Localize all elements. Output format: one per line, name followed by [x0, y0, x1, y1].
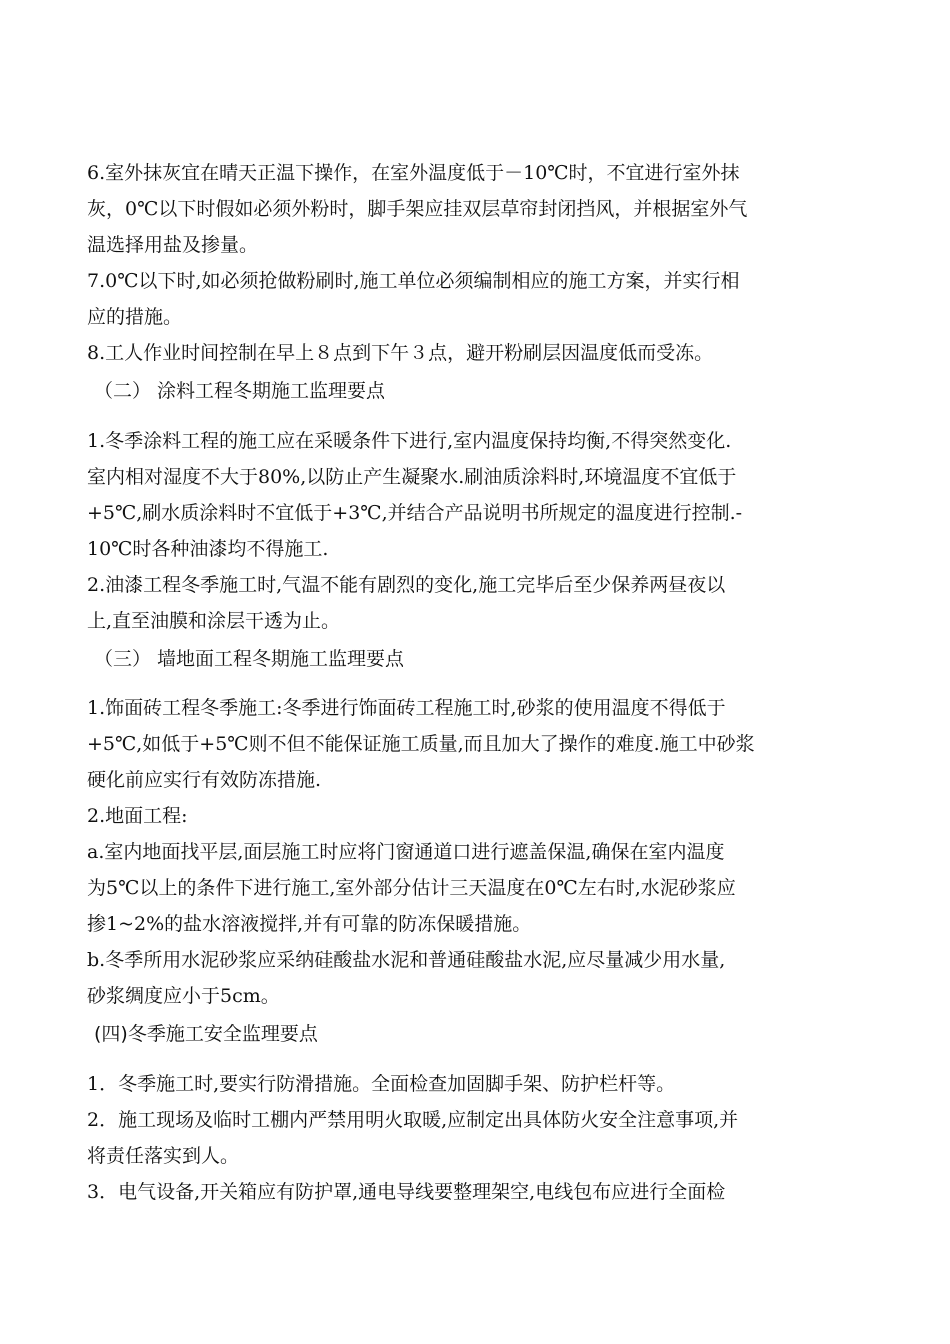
section-3-paragraph-1-line-1: 1.饰面砖工程冬季施工:冬季进行饰面砖工程施工时,砂浆的使用温度不得低于: [87, 697, 726, 719]
paragraph-7-line-2: 应的措施。: [87, 306, 183, 328]
paragraph-7-line-1: 7.0℃以下时,如必须抢做粉刷时,施工单位必须编制相应的施工方案，并实行相: [87, 270, 740, 292]
section-2-paragraph-1-line-1: 1.冬季涂料工程的施工应在采暖条件下进行,室内温度保持均衡,不得突然变化.: [87, 430, 732, 452]
paragraph-8-line-1: 8.工人作业时间控制在早上８点到下午３点，避开粉刷层因温度低而受冻。: [87, 342, 714, 364]
section-2-paragraph-1-line-3: +5℃,刷水质涂料时不宜低于+3℃,并结合产品说明书所规定的温度进行控制.-: [87, 502, 743, 524]
paragraph-6-line-2: 灰，0℃以下时假如必须外粉时，脚手架应挂双层草帘封闭挡风，并根据室外气: [87, 198, 748, 220]
section-4-paragraph-3-line-1: 3．电气设备,开关箱应有防护罩,通电导线要整理架空,电线包布应进行全面检: [87, 1181, 726, 1203]
section-4-paragraph-2-line-1: 2．施工现场及临时工棚内严禁用明火取暖,应制定出具体防火安全注意事项,并: [87, 1109, 739, 1131]
section-2-paragraph-2-line-2: 上,直至油膜和涂层干透为止。: [87, 610, 341, 632]
section-heading-3: （三） 墙地面工程冬期施工监理要点: [94, 648, 405, 670]
section-3-paragraph-1-line-2: +5℃,如低于+5℃则不但不能保证施工质量,而且加大了操作的难度.施工中砂浆: [87, 733, 755, 755]
section-3-paragraph-b-line-2: 砂浆绸度应小于5cm。: [87, 985, 280, 1007]
section-3-paragraph-b-line-1: b.冬季所用水泥砂浆应采纳硅酸盐水泥和普通硅酸盐水泥,应尽量减少用水量,: [87, 949, 726, 971]
section-4-paragraph-2-line-2: 将责任落实到人。: [87, 1145, 240, 1167]
section-2-paragraph-2-line-1: 2.油漆工程冬季施工时,气温不能有剧烈的变化,施工完毕后至少保养两昼夜以: [87, 574, 726, 596]
section-3-paragraph-2-line-1: 2.地面工程:: [87, 805, 188, 827]
section-heading-4: (四)冬季施工安全监理要点: [94, 1023, 318, 1045]
paragraph-6-line-3: 温选择用盐及掺量。: [87, 234, 259, 256]
section-2-paragraph-1-line-2: 室内相对湿度不大于80%,以防止产生凝聚水.刷油质涂料时,环境温度不宜低于: [87, 466, 737, 488]
section-3-paragraph-a-line-3: 掺1~2%的盐水溶液搅拌,并有可靠的防冻保暖措施。: [87, 913, 532, 935]
section-heading-2: （二） 涂料工程冬期施工监理要点: [94, 380, 386, 402]
section-2-paragraph-1-line-4: 10℃时各种油漆均不得施工.: [87, 538, 329, 560]
section-3-paragraph-a-line-1: a.室内地面找平层,面层施工时应将门窗通道口进行遮盖保温,确保在室内温度: [87, 841, 725, 863]
section-3-paragraph-1-line-3: 硬化前应实行有效防冻措施.: [87, 769, 322, 791]
section-4-paragraph-1-line-1: 1．冬季施工时,要实行防滑措施。全面检查加固脚手架、防护栏杆等。: [87, 1073, 676, 1095]
section-3-paragraph-a-line-2: 为5℃以上的条件下进行施工,室外部分估计三天温度在0℃左右时,水泥砂浆应: [87, 877, 736, 899]
paragraph-6-line-1: 6.室外抹灰宜在晴天正温下操作，在室外温度低于－10℃时，不宜进行室外抹: [87, 162, 740, 184]
